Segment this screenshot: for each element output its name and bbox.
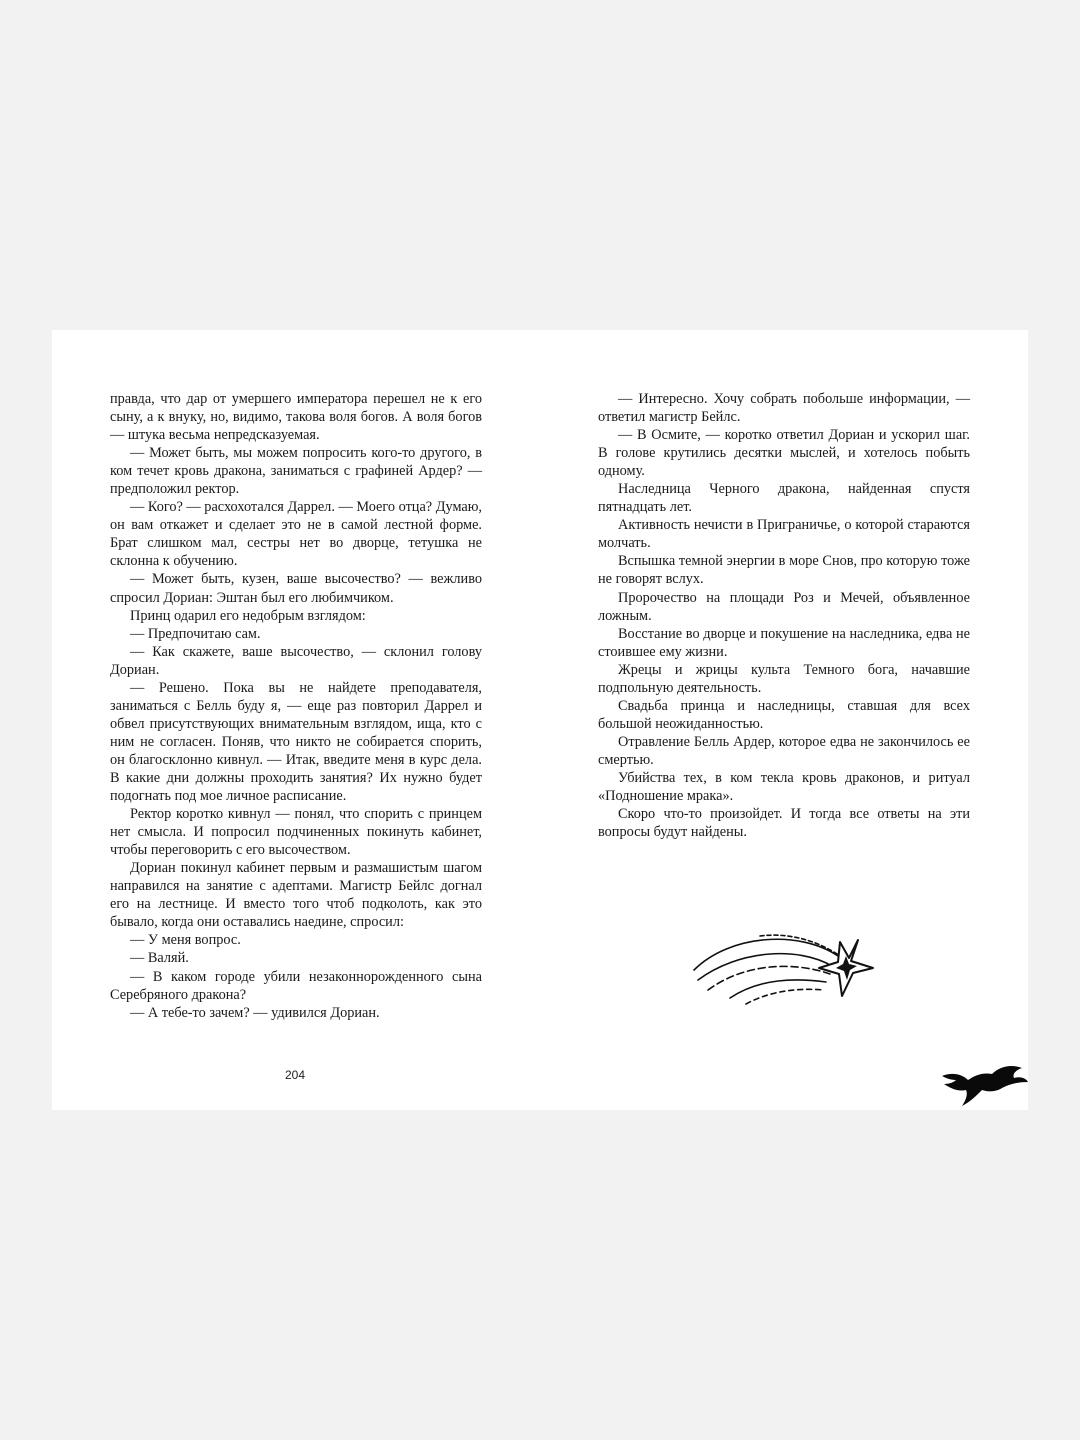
paragraph: Дориан покинул кабинет первым и размашистым шагом направился на занятие с адептами. Магистр Бейлс догнал его на лестнице. И вместо того чтоб подколоть, как это бывало, когда они оставались наедине, спросил: <box>110 860 482 931</box>
paragraph: — Может быть, мы можем попросить кого-то другого, в ком течет кровь дракона, заниматься с графиней Ардер? — предположил ректор. <box>110 445 482 498</box>
paragraph: — Валяй. <box>130 950 189 967</box>
paragraph: — Предпочитаю сам. <box>130 625 261 642</box>
paragraph: Ректор коротко кивнул — понял, что спорить с принцем нет смысла. И попросил подчиненных покинуть кабинет, чтобы переговорить с его высочеством. <box>110 806 482 859</box>
paragraph: Принц одарил его недобрым взглядом: <box>130 607 366 624</box>
paragraph: Активность нечисти в Приграничье, о которой стараются молчать. <box>598 517 970 552</box>
shooting-star-icon <box>690 928 880 1008</box>
paragraph: — Решено. Пока вы не найдете преподавателя, заниматься с Белль буду я, — еще раз повторил Даррел и обвел присутствующих внимательным взглядом, ища, кто с ним не согласен. Поняв, что никто не собирается спорить, он благосклонно кивнул. — Итак, введите меня в курс дела. В какие дни должны проходить занятия? Их нужно будет подогнать под мое личное расписание. <box>110 679 482 805</box>
paragraph: — Может быть, кузен, ваше высочество? — вежливо спросил Дориан: Эштан был его любимчиком. <box>110 571 482 606</box>
right-page-text <box>598 390 970 841</box>
paragraph: Пророчество на площади Роз и Мечей, объявленное ложным. <box>598 589 970 624</box>
paragraph: — А тебе-то зачем? — удивился Дориан. <box>130 1004 380 1021</box>
paragraph: Вспышка темной энергии в море Снов, про которую тоже не говорят вслух. <box>598 553 970 588</box>
paragraph: — У меня вопрос. <box>130 932 241 949</box>
dragon-icon <box>940 1062 1030 1108</box>
book-spread <box>52 330 1028 1110</box>
paragraph: Убийства тех, в ком текла кровь драконов, и ритуал «Подношение мрака». <box>598 769 970 805</box>
paragraph: — В Осмите, — коротко ответил Дориан и ускорил шаг. В голове крутились десятки мыслей, и хотелось побыть одному. <box>598 427 970 480</box>
paragraph: Жрецы и жрицы культа Темного бога, начавшие подпольную деятельность. <box>598 661 970 696</box>
paragraph: Скоро что-то произойдет. И тогда все ответы на эти вопросы будут найдены. <box>598 806 970 841</box>
paragraph: — В каком городе убили незаконнорожденного сына Серебряного дракона? <box>110 968 482 1003</box>
paragraph: Восстание во дворце и покушение на наследника, едва не стоившее ему жизни. <box>598 625 970 660</box>
paragraph: Наследница Черного дракона, найденная спустя пятнадцать лет. <box>598 481 970 516</box>
left-page-text <box>110 390 482 1022</box>
paragraph: — Интересно. Хочу собрать побольше информации, — ответил магистр Бейлс. <box>598 391 970 426</box>
paragraph: Отравление Белль Ардер, которое едва не закончилось ее смертью. <box>598 733 970 768</box>
paragraph: Свадьба принца и наследницы, ставшая для всех большой неожиданностью. <box>598 697 970 732</box>
page-number: 204 <box>284 1068 306 1082</box>
paragraph: правда, что дар от умершего императора перешел не к его сыну, а к внуку, но, видимо, такова воля богов. А воля богов — штука весьма непредсказуемая. <box>110 391 482 444</box>
paragraph: — Кого? — расхохотался Даррел. — Моего отца? Думаю, он вам откажет и сделает это не в самой лестной форме. Брат слишком мал, сестры нет во дворце, тетушка не склонна к обучению. <box>110 499 482 570</box>
paragraph: — Как скажете, ваше высочество, — склонил голову Дориан. <box>110 643 482 678</box>
